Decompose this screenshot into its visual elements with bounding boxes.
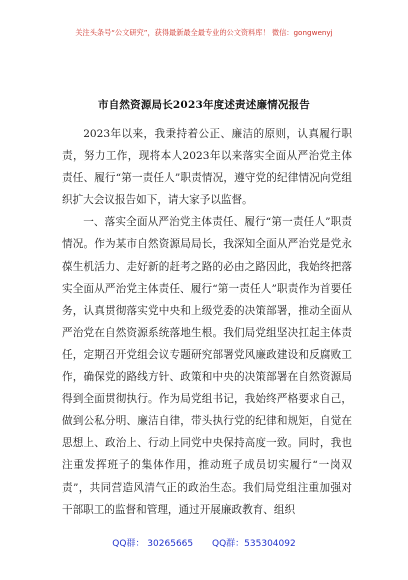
document-body: [62, 123, 352, 521]
footer-qq-group-1: QQ群： 30265665: [112, 539, 194, 549]
footer-contacts: [0, 536, 408, 549]
paragraph-section-one: 一、落实全面从严治党主体责任、履行“第一责任人”职责情况。作为某市自然资源局局长，我深知全面从严治党是党永葆生机活力、走好新的赶考之路的必由之路因此，我始终把落实全面从严治党主体责任、履行“第一责任人”职责作为首要任务，认真贯彻落实党中央和上级党委的决策部署，推动全面从严治党在自然资源系统落地生根。我们局党组坚决扛起主体责任，定期召开党组会议专题研究部署党风廉政建设和反腐败工作，确保党的路线方针、政策和中央的决策部署在自然资源局得到全面贯彻执行。作为局党组书记，我始终严格要求自己，做到公私分明、廉洁自律，带头执行党的纪律和规矩，自觉在思想上、政治上、行动上同党中央保持高度一致。同时，我也注重发挥班子的集体作用，推动班子成员切实履行“一岗双责”，共同营造风清气正的政治生态。我们局党组注重加强对干部职工的监督和管理，通过开展廉政教育、组织: [62, 216, 352, 516]
footer-qq-group-2: QQ群：535304092: [212, 539, 296, 549]
paragraph-intro: 2023年以来，我秉持着公正、廉洁的原则，认真履行职责，努力工作，现将本人2023年以来落实全面从严治党主体责任、履行“第一责任人”职责情况，遵守党的纪律情况向党组织扩大会议报告如下，请大家予以监督。: [62, 128, 352, 207]
document-title: 市自然资源局长2023年度述责述廉情况报告: [98, 99, 310, 111]
top-banner: 关注头条号“公文研究”，获得最新最全最专业的公文资料库！ 微信：gongwenyj: [75, 28, 333, 37]
